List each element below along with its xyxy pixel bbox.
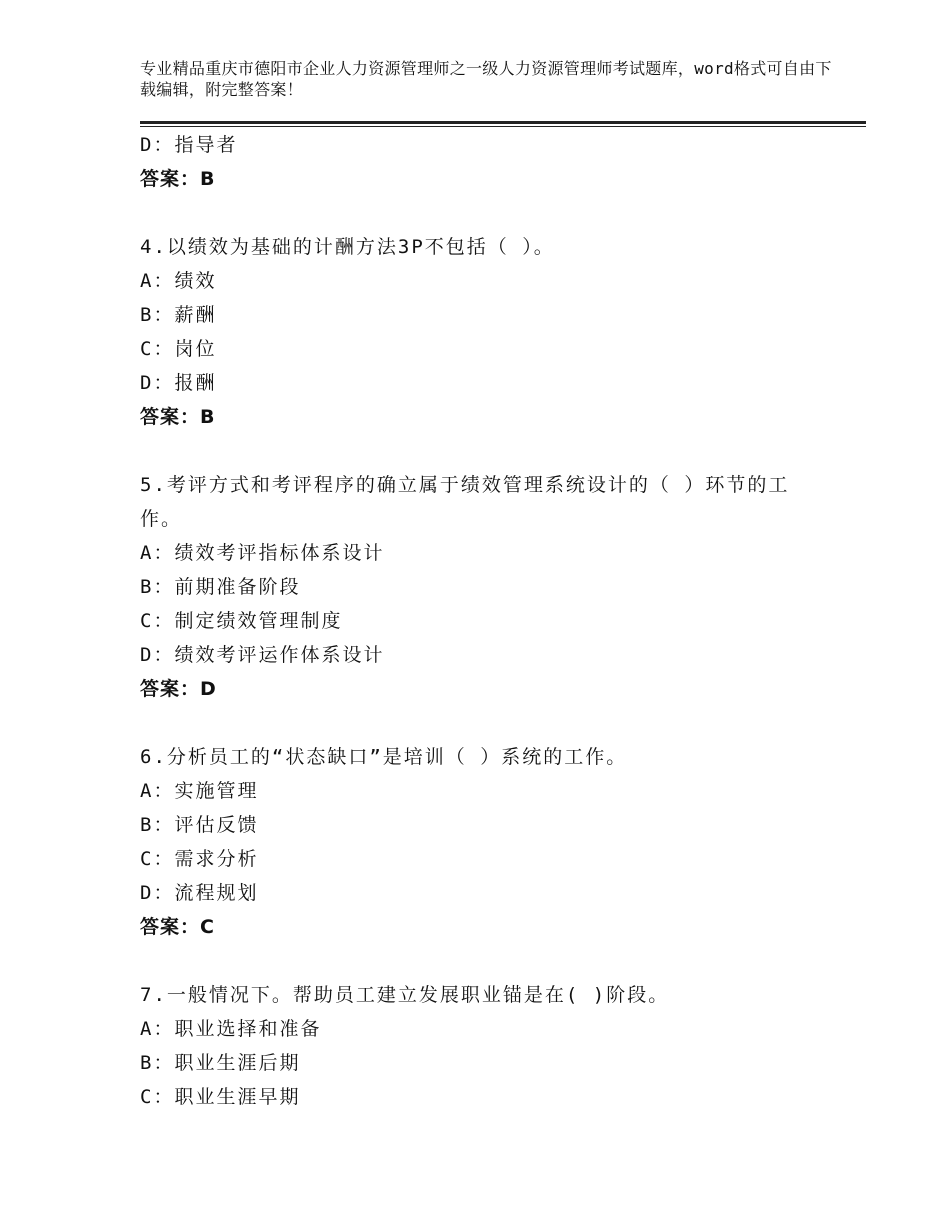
spacer — [140, 944, 840, 978]
question-6-option-c: C：需求分析 — [140, 848, 259, 870]
question-6-option-a: A：实施管理 — [140, 780, 259, 802]
spacer — [140, 706, 840, 740]
question-4-option-a: A：绩效 — [140, 270, 217, 292]
question-5-stem: 5.考评方式和考评程序的确立属于绩效管理系统设计的（ ）环节的工作。 — [140, 474, 790, 530]
question-4-answer: 答案：B — [140, 406, 216, 428]
prev-question-answer: 答案：B — [140, 168, 216, 190]
question-5-answer: 答案：D — [140, 678, 217, 700]
spacer — [140, 196, 840, 230]
question-4-option-d: D：报酬 — [140, 372, 217, 394]
question-6-option-b: B：评估反馈 — [140, 814, 259, 836]
question-7-stem: 7.一般情况下。帮助员工建立发展职业锚是在( )阶段。 — [140, 984, 670, 1006]
question-4-option-c: C：岗位 — [140, 338, 217, 360]
question-5-option-b: B：前期准备阶段 — [140, 576, 301, 598]
header-rule-thin — [140, 126, 866, 127]
question-7-option-c: C：职业生涯早期 — [140, 1086, 301, 1108]
question-6-option-d: D：流程规划 — [140, 882, 259, 904]
question-5-option-a: A：绩效考评指标体系设计 — [140, 542, 385, 564]
page-header: 专业精品重庆市德阳市企业人力资源管理师之一级人力资源管理师考试题库，word格式可自由下载编辑，附完整答案！ — [140, 59, 832, 99]
question-6-stem: 6.分析员工的“状态缺口”是培训（ ）系统的工作。 — [140, 746, 628, 768]
question-6-answer: 答案：C — [140, 916, 215, 938]
question-4-option-b: B：薪酬 — [140, 304, 217, 326]
question-5-option-d: D：绩效考评运作体系设计 — [140, 644, 385, 666]
question-5-option-c: C：制定绩效管理制度 — [140, 610, 343, 632]
header-rule-thick — [140, 121, 866, 124]
question-7-option-b: B：职业生涯后期 — [140, 1052, 301, 1074]
prev-question-option-d: D：指导者 — [140, 134, 238, 156]
spacer — [140, 434, 840, 468]
question-list — [140, 128, 840, 1114]
question-4-stem: 4.以绩效为基础的计酬方法3P不包括（ ）。 — [140, 236, 555, 258]
question-7-option-a: A：职业选择和准备 — [140, 1018, 322, 1040]
